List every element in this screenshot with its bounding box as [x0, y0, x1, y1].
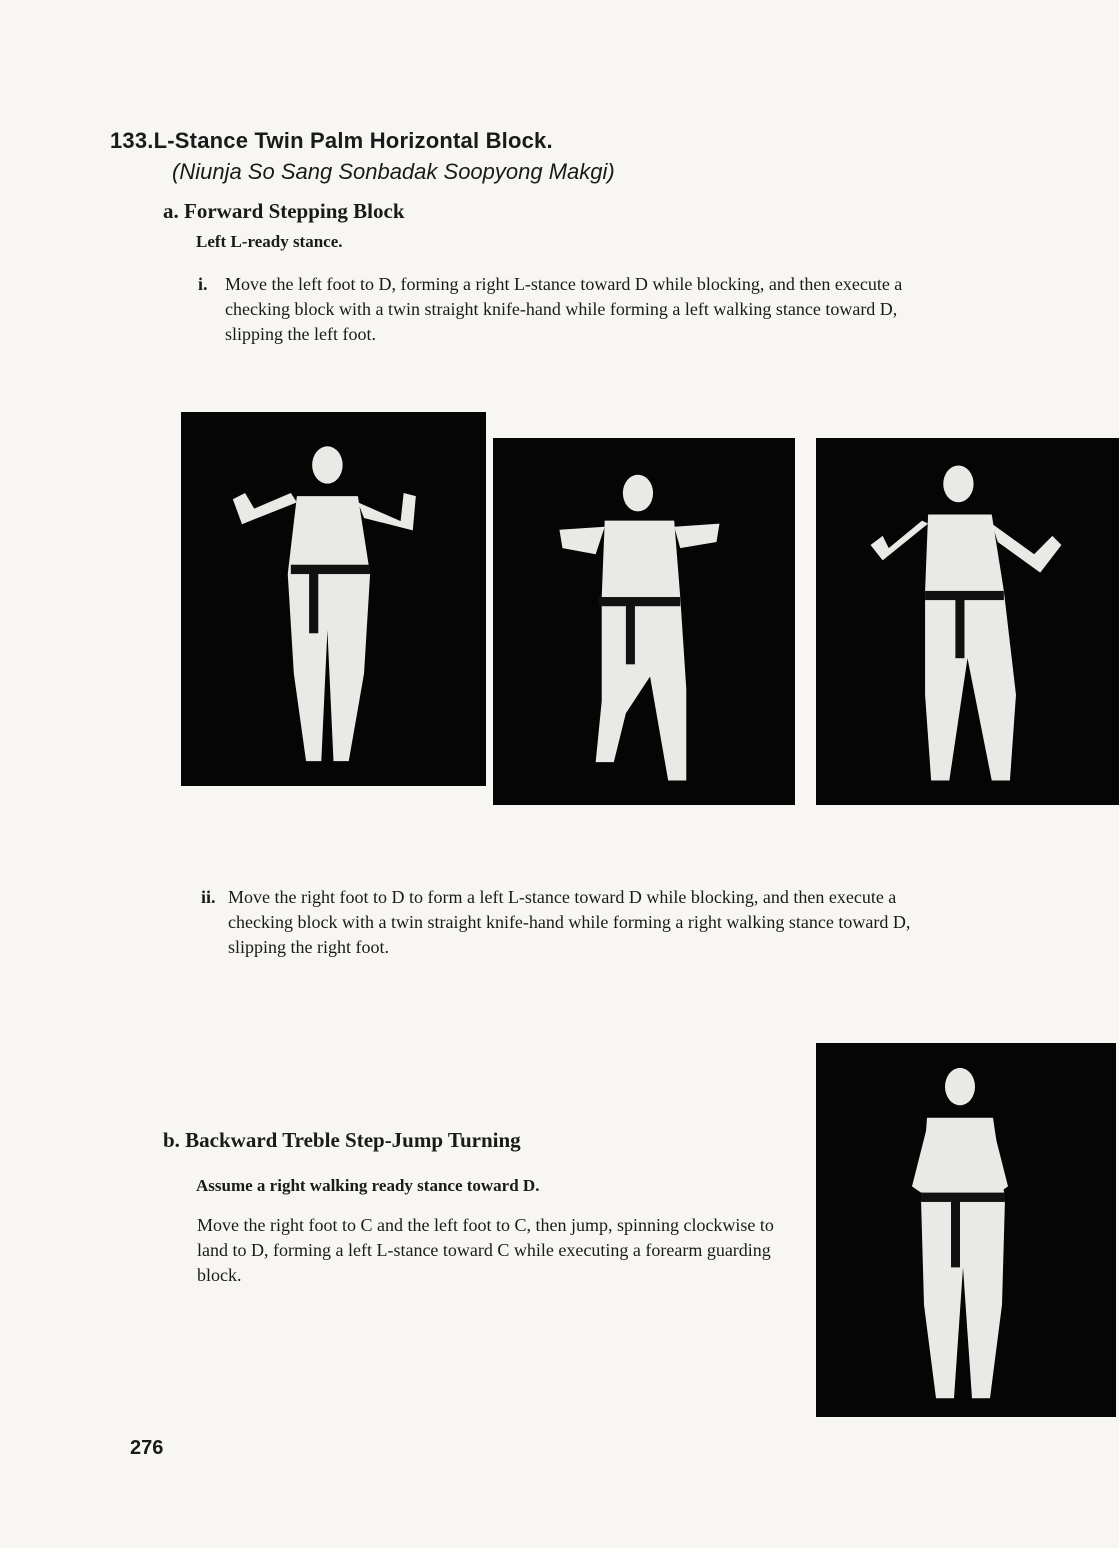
section-a-title: a. Forward Stepping Block — [163, 199, 405, 223]
technique-title: L-Stance Twin Palm Horizontal Block. — [153, 128, 553, 153]
step-i-number: i. — [198, 274, 208, 294]
section-b-description: Move the right foot to C and the left foot to C, then jump, spinning clockwise to land to D, forming a left L-stance toward C while executing a forearm guarding block. — [197, 1215, 774, 1285]
page-number: 276 — [130, 1437, 164, 1459]
technique-heading — [110, 128, 553, 154]
section-b-ready-stance: Assume a right walking ready stance toward D. — [196, 1176, 540, 1195]
section-b-title: b. Backward Treble Step-Jump Turning — [163, 1128, 521, 1152]
step-ii-number: ii. — [201, 887, 216, 907]
photo-step-i-1 — [181, 412, 486, 786]
technique-number: 133. — [110, 128, 154, 153]
photo-section-b — [816, 1043, 1116, 1417]
technique-korean-name: (Niunja So Sang Sonbadak Soopyong Makgi) — [172, 159, 615, 184]
step-i — [198, 272, 925, 347]
step-i-text: Move the left foot to D, forming a right L-stance toward D while blocking, and then execute a checking block with a twin straight knife-hand while forming a left walking stance toward D, slipping the left foot. — [225, 274, 903, 344]
section-a-ready-stance: Left L-ready stance. — [196, 232, 343, 251]
photo-step-i-2 — [493, 438, 795, 805]
step-ii — [201, 885, 928, 960]
photo-step-i-3 — [816, 438, 1119, 805]
step-ii-text: Move the right foot to D to form a left L-stance toward D while blocking, and then execute a checking block with a twin straight knife-hand while forming a right walking stance toward D, slipping the right foot. — [228, 887, 911, 957]
